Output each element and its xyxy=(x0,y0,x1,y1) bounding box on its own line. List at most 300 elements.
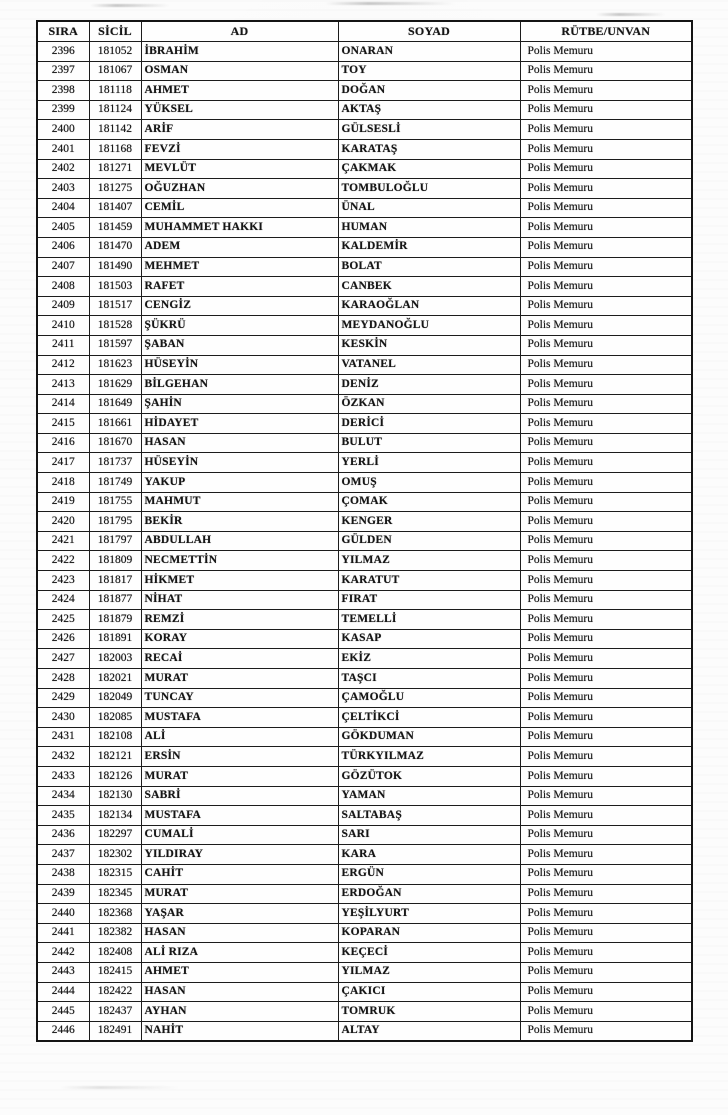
cell-sicil: 181052 xyxy=(89,42,141,62)
cell-rutbe-unvan: Polis Memuru xyxy=(520,61,692,81)
cell-sira: 2424 xyxy=(37,590,89,610)
cell-ad: İBRAHİM xyxy=(141,42,338,62)
cell-soyad: DENİZ xyxy=(338,375,520,395)
header-rutbe-unvan: RÜTBE/UNVAN xyxy=(520,21,692,42)
cell-sira: 2426 xyxy=(37,629,89,649)
cell-sicil: 182085 xyxy=(89,708,141,728)
cell-soyad: ÇELTİKCİ xyxy=(338,708,520,728)
cell-sira: 2434 xyxy=(37,786,89,806)
cell-sicil: 182302 xyxy=(89,845,141,865)
cell-sira: 2403 xyxy=(37,179,89,199)
cell-ad: CUMALİ xyxy=(141,825,338,845)
cell-sira: 2431 xyxy=(37,727,89,747)
cell-soyad: KENGER xyxy=(338,512,520,532)
cell-sira: 2414 xyxy=(37,394,89,414)
table-body xyxy=(37,42,692,1042)
cell-sira: 2413 xyxy=(37,375,89,395)
cell-rutbe-unvan: Polis Memuru xyxy=(520,159,692,179)
cell-soyad: ÖZKAN xyxy=(338,394,520,414)
cell-ad: OSMAN xyxy=(141,61,338,81)
cell-sicil: 182422 xyxy=(89,982,141,1002)
cell-soyad: ÜNAL xyxy=(338,198,520,218)
cell-sicil: 181737 xyxy=(89,453,141,473)
table-row xyxy=(37,727,692,747)
cell-ad: NECMETTİN xyxy=(141,551,338,571)
cell-sicil: 181749 xyxy=(89,473,141,493)
cell-sicil: 182345 xyxy=(89,884,141,904)
cell-soyad: ÇAKMAK xyxy=(338,159,520,179)
cell-ad: RAFET xyxy=(141,277,338,297)
cell-rutbe-unvan: Polis Memuru xyxy=(520,355,692,375)
cell-soyad: YEŞİLYURT xyxy=(338,904,520,924)
cell-ad: NAHİT xyxy=(141,1021,338,1041)
cell-ad: ALİ RIZA xyxy=(141,943,338,963)
table-row xyxy=(37,943,692,963)
table-row xyxy=(37,766,692,786)
cell-sicil: 182121 xyxy=(89,747,141,767)
cell-ad: ARİF xyxy=(141,120,338,140)
personnel-table xyxy=(36,20,693,1042)
cell-soyad: VATANEL xyxy=(338,355,520,375)
cell-sicil: 181891 xyxy=(89,629,141,649)
cell-rutbe-unvan: Polis Memuru xyxy=(520,375,692,395)
cell-sira: 2433 xyxy=(37,766,89,786)
cell-ad: ABDULLAH xyxy=(141,531,338,551)
cell-rutbe-unvan: Polis Memuru xyxy=(520,42,692,62)
cell-soyad: ONARAN xyxy=(338,42,520,62)
cell-ad: ALİ xyxy=(141,727,338,747)
cell-sira: 2399 xyxy=(37,100,89,120)
cell-sicil: 181661 xyxy=(89,414,141,434)
cell-sira: 2397 xyxy=(37,61,89,81)
cell-sicil: 182437 xyxy=(89,1002,141,1022)
header-soyad: SOYAD xyxy=(338,21,520,42)
cell-sicil: 181124 xyxy=(89,100,141,120)
cell-rutbe-unvan: Polis Memuru xyxy=(520,237,692,257)
cell-soyad: YILMAZ xyxy=(338,551,520,571)
cell-sicil: 181809 xyxy=(89,551,141,571)
table-row xyxy=(37,394,692,414)
table-row xyxy=(37,120,692,140)
table-row xyxy=(37,590,692,610)
table-row xyxy=(37,159,692,179)
cell-rutbe-unvan: Polis Memuru xyxy=(520,649,692,669)
cell-rutbe-unvan: Polis Memuru xyxy=(520,610,692,630)
scan-smudge xyxy=(60,1086,180,1089)
cell-rutbe-unvan: Polis Memuru xyxy=(520,433,692,453)
cell-soyad: TAŞCI xyxy=(338,669,520,689)
cell-rutbe-unvan: Polis Memuru xyxy=(520,845,692,865)
table-row xyxy=(37,473,692,493)
cell-soyad: ERDOĞAN xyxy=(338,884,520,904)
cell-soyad: EKİZ xyxy=(338,649,520,669)
cell-sicil: 181407 xyxy=(89,198,141,218)
cell-rutbe-unvan: Polis Memuru xyxy=(520,531,692,551)
cell-sira: 2404 xyxy=(37,198,89,218)
cell-ad: BİLGEHAN xyxy=(141,375,338,395)
cell-sicil: 182130 xyxy=(89,786,141,806)
cell-soyad: YERLİ xyxy=(338,453,520,473)
table-row xyxy=(37,277,692,297)
cell-rutbe-unvan: Polis Memuru xyxy=(520,708,692,728)
cell-sicil: 181817 xyxy=(89,571,141,591)
cell-sicil: 181168 xyxy=(89,139,141,159)
cell-rutbe-unvan: Polis Memuru xyxy=(520,806,692,826)
table-header xyxy=(37,21,692,42)
cell-soyad: SARI xyxy=(338,825,520,845)
table-row xyxy=(37,864,692,884)
cell-sicil: 181755 xyxy=(89,492,141,512)
cell-sira: 2405 xyxy=(37,218,89,238)
cell-sicil: 181118 xyxy=(89,81,141,101)
cell-ad: ŞABAN xyxy=(141,335,338,355)
cell-sira: 2396 xyxy=(37,42,89,62)
table-row xyxy=(37,218,692,238)
cell-rutbe-unvan: Polis Memuru xyxy=(520,473,692,493)
cell-soyad: YAMAN xyxy=(338,786,520,806)
cell-sira: 2417 xyxy=(37,453,89,473)
cell-soyad: ALTAY xyxy=(338,1021,520,1041)
cell-soyad: GÖZÜTOK xyxy=(338,766,520,786)
table-row xyxy=(37,904,692,924)
cell-soyad: BULUT xyxy=(338,433,520,453)
cell-soyad: YILMAZ xyxy=(338,962,520,982)
cell-ad: ŞÜKRÜ xyxy=(141,316,338,336)
cell-sira: 2441 xyxy=(37,923,89,943)
cell-rutbe-unvan: Polis Memuru xyxy=(520,864,692,884)
table-row xyxy=(37,669,692,689)
cell-ad: AYHAN xyxy=(141,1002,338,1022)
cell-ad: HÜSEYİN xyxy=(141,453,338,473)
cell-ad: MEVLÜT xyxy=(141,159,338,179)
cell-sira: 2419 xyxy=(37,492,89,512)
cell-sicil: 181670 xyxy=(89,433,141,453)
cell-sira: 2420 xyxy=(37,512,89,532)
table-row xyxy=(37,257,692,277)
cell-ad: MEHMET xyxy=(141,257,338,277)
cell-sira: 2435 xyxy=(37,806,89,826)
table-row xyxy=(37,375,692,395)
cell-soyad: MEYDANOĞLU xyxy=(338,316,520,336)
cell-ad: ŞAHİN xyxy=(141,394,338,414)
cell-sira: 2408 xyxy=(37,277,89,297)
table-row xyxy=(37,492,692,512)
cell-rutbe-unvan: Polis Memuru xyxy=(520,198,692,218)
cell-ad: CENGİZ xyxy=(141,296,338,316)
cell-sicil: 181879 xyxy=(89,610,141,630)
cell-ad: BEKİR xyxy=(141,512,338,532)
cell-rutbe-unvan: Polis Memuru xyxy=(520,786,692,806)
cell-rutbe-unvan: Polis Memuru xyxy=(520,414,692,434)
cell-soyad: KARATAŞ xyxy=(338,139,520,159)
cell-rutbe-unvan: Polis Memuru xyxy=(520,453,692,473)
cell-ad: HİDAYET xyxy=(141,414,338,434)
cell-sicil: 182315 xyxy=(89,864,141,884)
table-row xyxy=(37,551,692,571)
cell-rutbe-unvan: Polis Memuru xyxy=(520,277,692,297)
cell-soyad: GÜLDEN xyxy=(338,531,520,551)
cell-ad: MUHAMMET HAKKI xyxy=(141,218,338,238)
cell-soyad: KARA xyxy=(338,845,520,865)
cell-ad: HİKMET xyxy=(141,571,338,591)
cell-sicil: 181459 xyxy=(89,218,141,238)
cell-sira: 2445 xyxy=(37,1002,89,1022)
cell-sicil: 182003 xyxy=(89,649,141,669)
cell-ad: SABRİ xyxy=(141,786,338,806)
cell-ad: OĞUZHAN xyxy=(141,179,338,199)
cell-sira: 2406 xyxy=(37,237,89,257)
cell-soyad: DOĞAN xyxy=(338,81,520,101)
table-row xyxy=(37,453,692,473)
header-sira: SIRA xyxy=(37,21,89,42)
cell-rutbe-unvan: Polis Memuru xyxy=(520,218,692,238)
cell-sira: 2416 xyxy=(37,433,89,453)
cell-sicil: 182049 xyxy=(89,688,141,708)
cell-rutbe-unvan: Polis Memuru xyxy=(520,120,692,140)
cell-soyad: ERGÜN xyxy=(338,864,520,884)
cell-ad: TUNCAY xyxy=(141,688,338,708)
cell-sicil: 181797 xyxy=(89,531,141,551)
table-row xyxy=(37,139,692,159)
cell-soyad: DERİCİ xyxy=(338,414,520,434)
cell-soyad: ÇAMOĞLU xyxy=(338,688,520,708)
cell-sira: 2439 xyxy=(37,884,89,904)
cell-ad: AHMET xyxy=(141,81,338,101)
cell-sicil: 181877 xyxy=(89,590,141,610)
cell-rutbe-unvan: Polis Memuru xyxy=(520,904,692,924)
table-row xyxy=(37,81,692,101)
cell-rutbe-unvan: Polis Memuru xyxy=(520,688,692,708)
cell-sira: 2422 xyxy=(37,551,89,571)
cell-sicil: 181528 xyxy=(89,316,141,336)
cell-sicil: 182415 xyxy=(89,962,141,982)
cell-sicil: 181503 xyxy=(89,277,141,297)
cell-sicil: 181275 xyxy=(89,179,141,199)
cell-ad: RECAİ xyxy=(141,649,338,669)
cell-rutbe-unvan: Polis Memuru xyxy=(520,669,692,689)
cell-ad: YILDIRAY xyxy=(141,845,338,865)
table-row xyxy=(37,100,692,120)
cell-rutbe-unvan: Polis Memuru xyxy=(520,335,692,355)
cell-sira: 2401 xyxy=(37,139,89,159)
cell-ad: ERSİN xyxy=(141,747,338,767)
cell-sicil: 182297 xyxy=(89,825,141,845)
table-row xyxy=(37,825,692,845)
cell-sira: 2402 xyxy=(37,159,89,179)
cell-soyad: AKTAŞ xyxy=(338,100,520,120)
cell-rutbe-unvan: Polis Memuru xyxy=(520,590,692,610)
cell-sira: 2425 xyxy=(37,610,89,630)
cell-soyad: ÇOMAK xyxy=(338,492,520,512)
cell-soyad: GÜLSESLİ xyxy=(338,120,520,140)
cell-rutbe-unvan: Polis Memuru xyxy=(520,747,692,767)
cell-soyad: GÖKDUMAN xyxy=(338,727,520,747)
cell-ad: HASAN xyxy=(141,982,338,1002)
cell-sicil: 182368 xyxy=(89,904,141,924)
cell-rutbe-unvan: Polis Memuru xyxy=(520,296,692,316)
cell-rutbe-unvan: Polis Memuru xyxy=(520,884,692,904)
header-row xyxy=(37,21,692,42)
cell-rutbe-unvan: Polis Memuru xyxy=(520,81,692,101)
cell-rutbe-unvan: Polis Memuru xyxy=(520,1021,692,1041)
table-row xyxy=(37,335,692,355)
cell-soyad: TOY xyxy=(338,61,520,81)
cell-rutbe-unvan: Polis Memuru xyxy=(520,257,692,277)
cell-rutbe-unvan: Polis Memuru xyxy=(520,1002,692,1022)
cell-soyad: KASAP xyxy=(338,629,520,649)
table-row xyxy=(37,629,692,649)
cell-soyad: KARAOĞLAN xyxy=(338,296,520,316)
cell-rutbe-unvan: Polis Memuru xyxy=(520,825,692,845)
cell-soyad: TOMRUK xyxy=(338,1002,520,1022)
cell-ad: CEMİL xyxy=(141,198,338,218)
table-row xyxy=(37,610,692,630)
cell-sira: 2438 xyxy=(37,864,89,884)
cell-soyad: KEÇECİ xyxy=(338,943,520,963)
table-row xyxy=(37,884,692,904)
table-row xyxy=(37,61,692,81)
cell-rutbe-unvan: Polis Memuru xyxy=(520,923,692,943)
cell-rutbe-unvan: Polis Memuru xyxy=(520,551,692,571)
cell-sira: 2410 xyxy=(37,316,89,336)
cell-rutbe-unvan: Polis Memuru xyxy=(520,100,692,120)
cell-ad: YAŞAR xyxy=(141,904,338,924)
table-row xyxy=(37,1021,692,1041)
table-row xyxy=(37,747,692,767)
cell-soyad: BOLAT xyxy=(338,257,520,277)
cell-ad: HASAN xyxy=(141,923,338,943)
table-row xyxy=(37,962,692,982)
cell-rutbe-unvan: Polis Memuru xyxy=(520,943,692,963)
cell-rutbe-unvan: Polis Memuru xyxy=(520,512,692,532)
cell-sicil: 182021 xyxy=(89,669,141,689)
cell-ad: HASAN xyxy=(141,433,338,453)
cell-soyad: TEMELLİ xyxy=(338,610,520,630)
cell-ad: MURAT xyxy=(141,766,338,786)
cell-ad: CAHİT xyxy=(141,864,338,884)
cell-sicil: 181490 xyxy=(89,257,141,277)
cell-sira: 2442 xyxy=(37,943,89,963)
table-row xyxy=(37,42,692,62)
cell-sira: 2411 xyxy=(37,335,89,355)
table-row xyxy=(37,237,692,257)
cell-soyad: TÜRKYILMAZ xyxy=(338,747,520,767)
cell-ad: HÜSEYİN xyxy=(141,355,338,375)
scan-smudge xyxy=(90,4,170,7)
table-row xyxy=(37,414,692,434)
cell-rutbe-unvan: Polis Memuru xyxy=(520,394,692,414)
cell-ad: MUSTAFA xyxy=(141,708,338,728)
cell-rutbe-unvan: Polis Memuru xyxy=(520,316,692,336)
cell-sira: 2407 xyxy=(37,257,89,277)
table-row xyxy=(37,198,692,218)
cell-rutbe-unvan: Polis Memuru xyxy=(520,492,692,512)
cell-soyad: HUMAN xyxy=(338,218,520,238)
table-row xyxy=(37,179,692,199)
cell-sira: 2418 xyxy=(37,473,89,493)
cell-sira: 2423 xyxy=(37,571,89,591)
cell-ad: MUSTAFA xyxy=(141,806,338,826)
cell-sira: 2436 xyxy=(37,825,89,845)
cell-ad: MAHMUT xyxy=(141,492,338,512)
table-row xyxy=(37,531,692,551)
cell-sira: 2440 xyxy=(37,904,89,924)
cell-soyad: OMUŞ xyxy=(338,473,520,493)
cell-sicil: 182491 xyxy=(89,1021,141,1041)
cell-sira: 2427 xyxy=(37,649,89,669)
cell-sira: 2443 xyxy=(37,962,89,982)
cell-sicil: 182408 xyxy=(89,943,141,963)
cell-sira: 2415 xyxy=(37,414,89,434)
cell-rutbe-unvan: Polis Memuru xyxy=(520,766,692,786)
table-row xyxy=(37,649,692,669)
scan-smudge xyxy=(325,2,455,5)
cell-sicil: 181067 xyxy=(89,61,141,81)
cell-soyad: KOPARAN xyxy=(338,923,520,943)
cell-soyad: FIRAT xyxy=(338,590,520,610)
cell-ad: FEVZİ xyxy=(141,139,338,159)
cell-sira: 2409 xyxy=(37,296,89,316)
cell-sicil: 182108 xyxy=(89,727,141,747)
cell-ad: KORAY xyxy=(141,629,338,649)
cell-sicil: 181597 xyxy=(89,335,141,355)
cell-sira: 2400 xyxy=(37,120,89,140)
cell-sira: 2444 xyxy=(37,982,89,1002)
table-row xyxy=(37,1002,692,1022)
table-row xyxy=(37,708,692,728)
cell-rutbe-unvan: Polis Memuru xyxy=(520,962,692,982)
cell-soyad: CANBEK xyxy=(338,277,520,297)
cell-sicil: 181142 xyxy=(89,120,141,140)
cell-sira: 2398 xyxy=(37,81,89,101)
table-row xyxy=(37,512,692,532)
table-row xyxy=(37,355,692,375)
cell-sira: 2428 xyxy=(37,669,89,689)
cell-rutbe-unvan: Polis Memuru xyxy=(520,629,692,649)
cell-sicil: 181629 xyxy=(89,375,141,395)
cell-sicil: 181470 xyxy=(89,237,141,257)
cell-sicil: 181517 xyxy=(89,296,141,316)
cell-sicil: 181649 xyxy=(89,394,141,414)
table-row xyxy=(37,845,692,865)
cell-sira: 2446 xyxy=(37,1021,89,1041)
cell-soyad: SALTABAŞ xyxy=(338,806,520,826)
cell-sira: 2421 xyxy=(37,531,89,551)
table-row xyxy=(37,296,692,316)
cell-ad: AHMET xyxy=(141,962,338,982)
cell-soyad: KARATUT xyxy=(338,571,520,591)
cell-ad: YAKUP xyxy=(141,473,338,493)
cell-ad: YÜKSEL xyxy=(141,100,338,120)
cell-sira: 2437 xyxy=(37,845,89,865)
cell-ad: NİHAT xyxy=(141,590,338,610)
cell-sicil: 182126 xyxy=(89,766,141,786)
cell-ad: MURAT xyxy=(141,884,338,904)
cell-sira: 2429 xyxy=(37,688,89,708)
cell-sicil: 181271 xyxy=(89,159,141,179)
cell-soyad: TOMBULOĞLU xyxy=(338,179,520,199)
cell-soyad: KESKİN xyxy=(338,335,520,355)
cell-soyad: ÇAKICI xyxy=(338,982,520,1002)
cell-sicil: 182134 xyxy=(89,806,141,826)
table-row xyxy=(37,316,692,336)
cell-soyad: KALDEMİR xyxy=(338,237,520,257)
header-ad: AD xyxy=(141,21,338,42)
cell-rutbe-unvan: Polis Memuru xyxy=(520,571,692,591)
cell-sicil: 182382 xyxy=(89,923,141,943)
scan-smudge xyxy=(596,13,666,16)
cell-rutbe-unvan: Polis Memuru xyxy=(520,179,692,199)
